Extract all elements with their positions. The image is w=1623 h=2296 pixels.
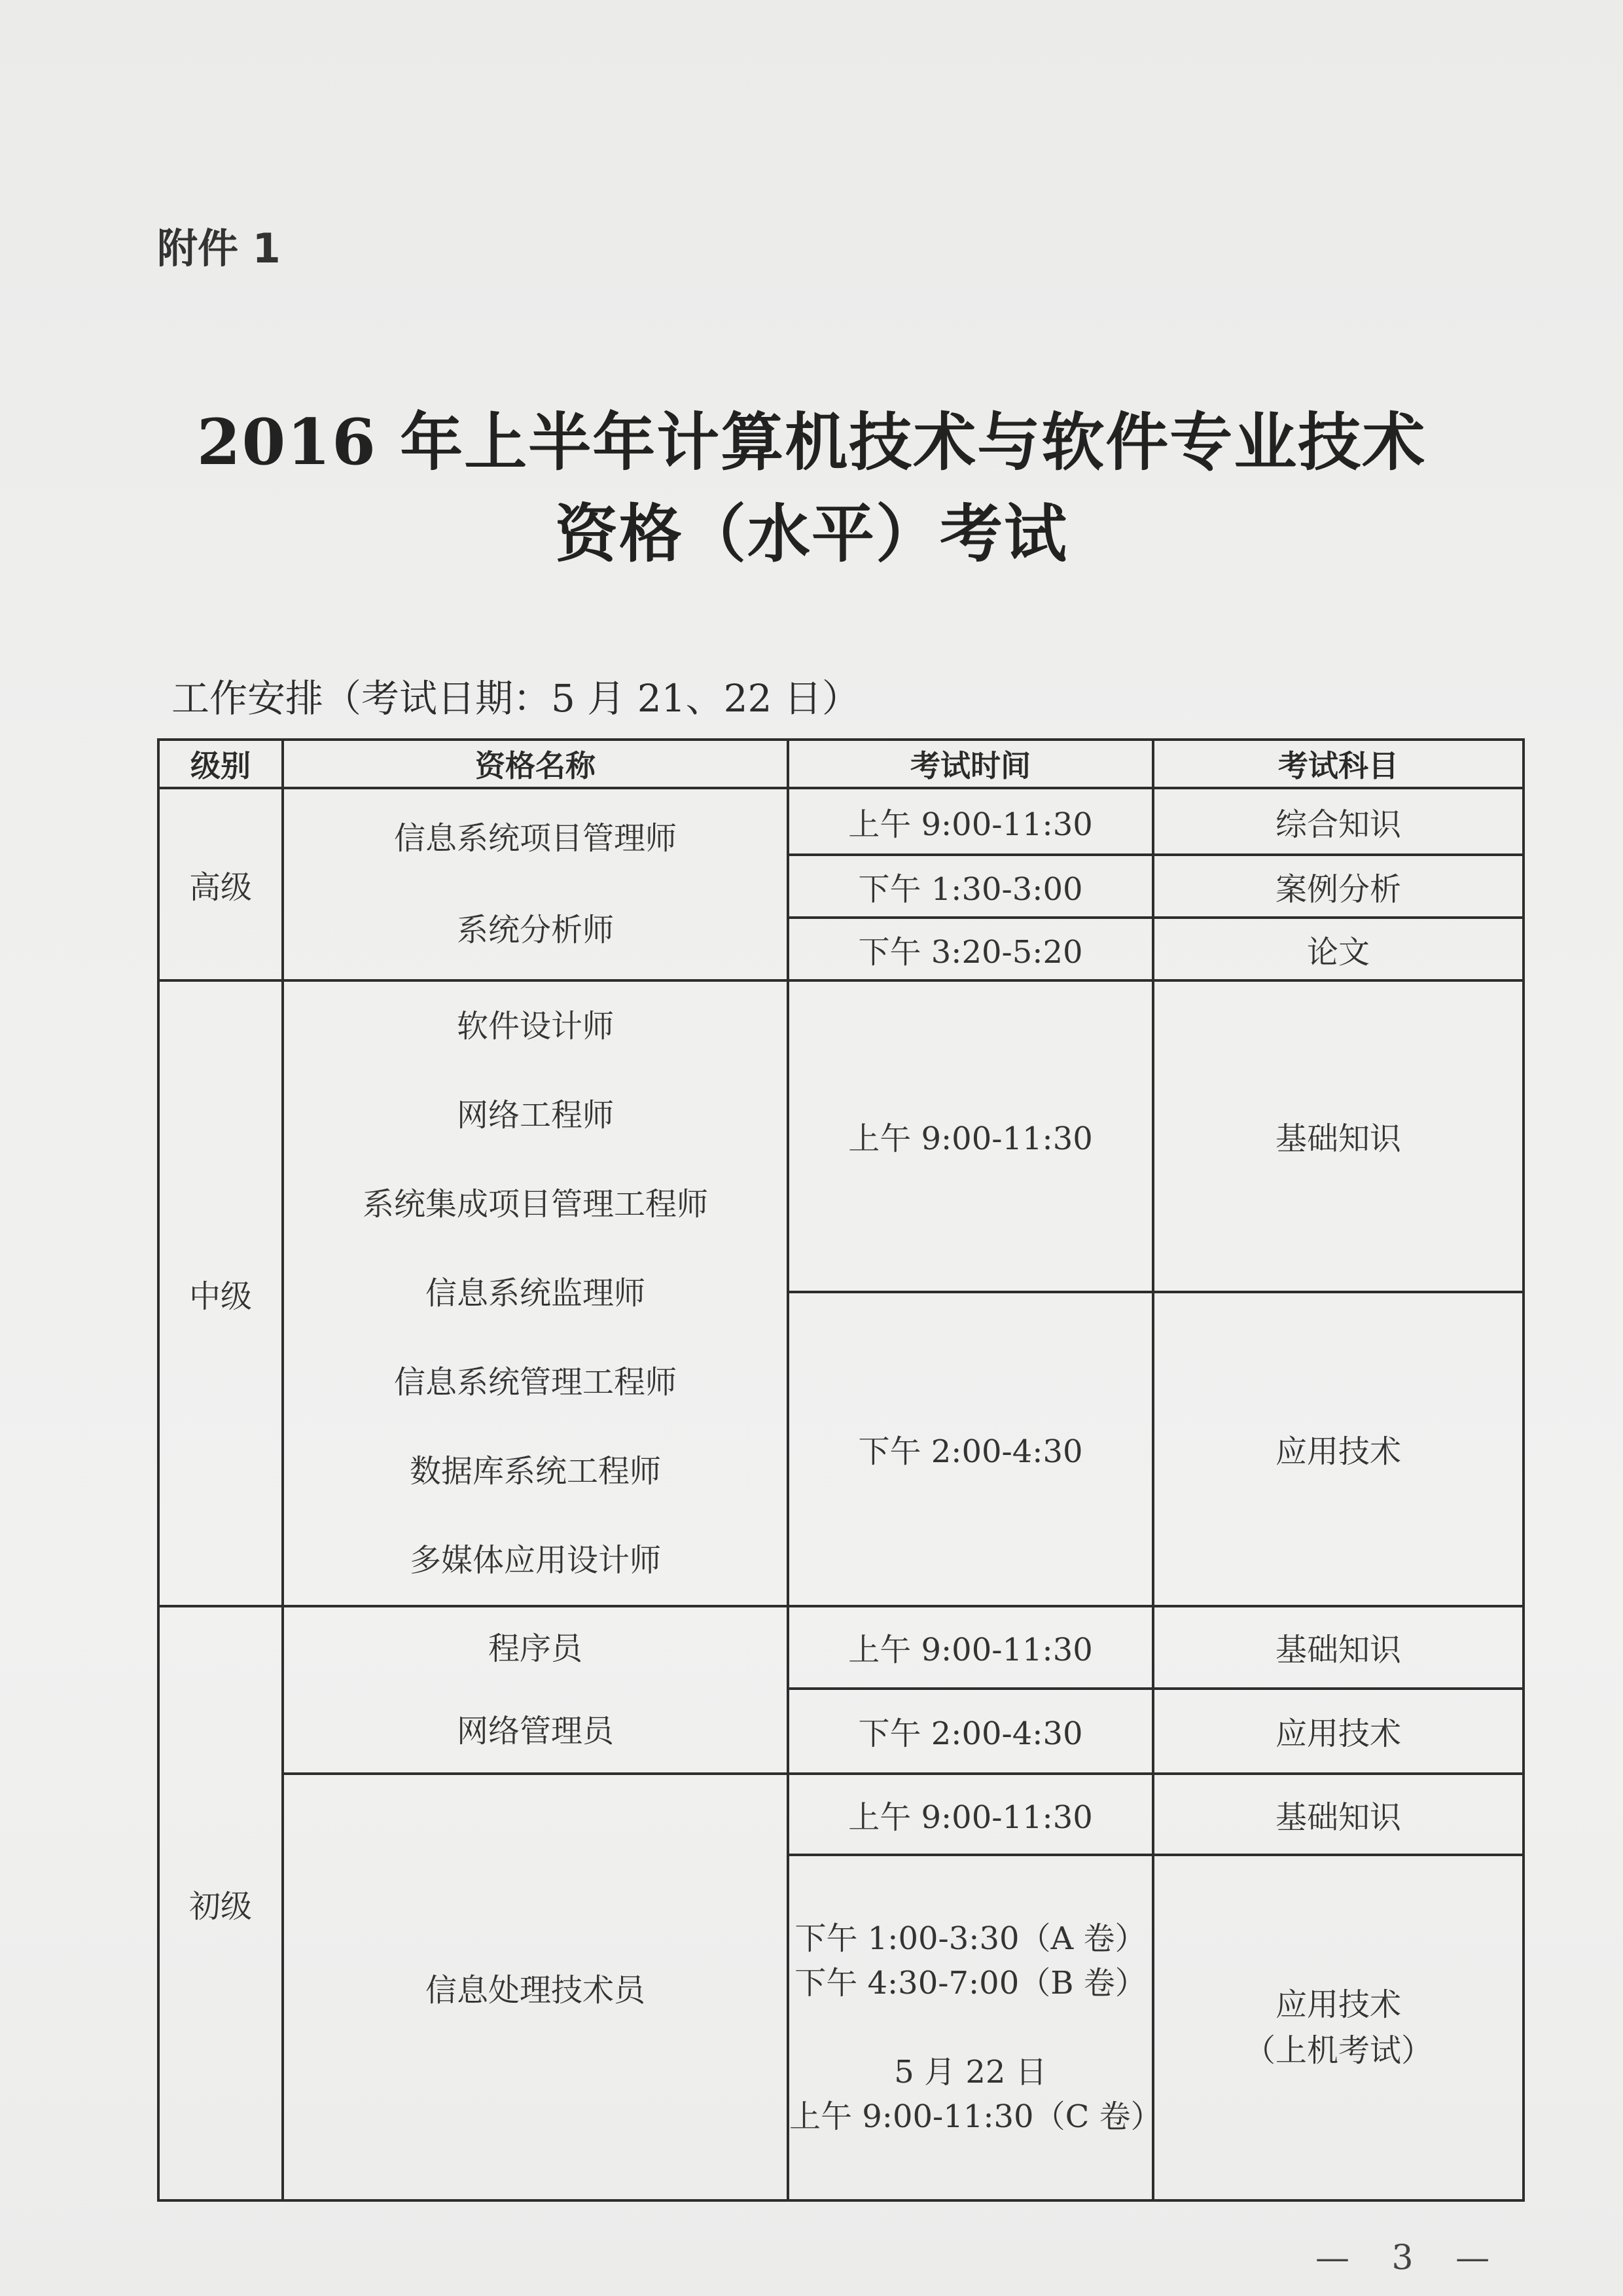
exam-subject: 案例分析	[1153, 855, 1524, 918]
junior-qualifications-group-1	[283, 1606, 788, 1774]
qualification-name: 信息系统项目管理师	[393, 820, 677, 857]
qualification-name: 信息系统监理师	[425, 1275, 645, 1312]
exam-subject: 基础知识	[1153, 1606, 1524, 1689]
document-title-line-1: 2016 年上半年计算机技术与软件专业技术	[196, 405, 1427, 479]
attachment-label: 附件 1	[157, 224, 281, 272]
table-header-row	[158, 740, 1524, 788]
qualification-name: 网络管理员	[456, 1713, 614, 1749]
qualification-name: 多媒体应用设计师	[409, 1542, 661, 1579]
header-exam-time: 考试时间	[788, 740, 1153, 788]
exam-subject: 基础知识	[1153, 1774, 1524, 1855]
qualification-name: 数据库系统工程师	[409, 1453, 661, 1490]
level-senior: 高级	[158, 788, 283, 980]
exam-subject: 综合知识	[1153, 788, 1524, 855]
exam-time: 上午 9:00-11:30	[788, 1606, 1153, 1689]
qualification-name: 系统分析师	[456, 912, 614, 948]
qualification-name: 系统集成项目管理工程师	[362, 1186, 708, 1223]
table-row	[158, 980, 1524, 1292]
exam-subject-note: （上机考试）	[1243, 2032, 1433, 2069]
exam-time-line: 下午 4:30-7:00（B 卷）	[794, 1965, 1147, 2001]
header-level: 级别	[158, 740, 283, 788]
exam-time-line: 下午 1:00-3:30（A 卷）	[794, 1920, 1147, 1957]
senior-qualifications	[283, 788, 788, 980]
exam-subject-multi	[1153, 1855, 1524, 2200]
header-exam-subject: 考试科目	[1153, 740, 1524, 788]
exam-time: 下午 2:00-4:30	[788, 1292, 1153, 1606]
exam-time-line	[789, 2005, 1152, 2050]
exam-subject: 应用技术	[1153, 1292, 1524, 1606]
exam-subject: 论文	[1153, 918, 1524, 980]
level-junior: 初级	[158, 1606, 283, 2200]
qualification-name: 网络工程师	[456, 1097, 614, 1134]
table-row	[158, 1774, 1524, 1855]
exam-time: 下午 2:00-4:30	[788, 1689, 1153, 1774]
exam-time: 上午 9:00-11:30	[788, 788, 1153, 855]
exam-subject-line: 应用技术	[1275, 1986, 1401, 2023]
intermediate-qualifications	[283, 980, 788, 1606]
exam-time-line: 上午 9:00-11:30（C 卷）	[789, 2098, 1162, 2135]
qualification-name: 程序员	[488, 1630, 582, 1667]
level-intermediate: 中级	[158, 980, 283, 1606]
qualification-name: 信息系统管理工程师	[393, 1364, 677, 1401]
table-row	[158, 788, 1524, 855]
exam-subject: 应用技术	[1153, 1689, 1524, 1774]
qualification-name: 信息处理技术员	[283, 1774, 788, 2200]
document-title-line-2: 资格（水平）考试	[555, 497, 1068, 571]
exam-time: 下午 1:30-3:00	[788, 855, 1153, 918]
page-number: — 3 —	[1315, 2238, 1506, 2278]
exam-date-line: 5 月 22 日	[894, 2054, 1047, 2090]
exam-subject: 基础知识	[1153, 980, 1524, 1292]
exam-time: 上午 9:00-11:30	[788, 980, 1153, 1292]
header-qualification: 资格名称	[283, 740, 788, 788]
qualification-name: 软件设计师	[456, 1008, 614, 1045]
schedule-subtitle: 工作安排（考试日期：5 月 21、22 日）	[171, 676, 860, 721]
exam-time: 上午 9:00-11:30	[788, 1774, 1153, 1855]
exam-time-multi	[788, 1855, 1162, 2200]
table-row	[158, 1606, 1524, 1689]
exam-schedule-table	[157, 738, 1525, 2202]
exam-time: 下午 3:20-5:20	[788, 918, 1153, 980]
